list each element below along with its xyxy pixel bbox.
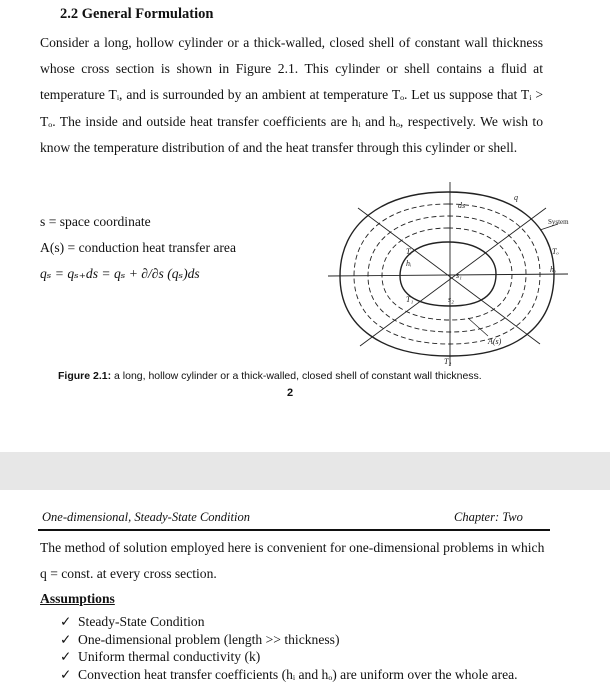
ti-label: Tᵢ: [406, 247, 412, 256]
definition-s: s = space coordinate: [40, 214, 151, 229]
check-icon: ✓: [60, 614, 72, 629]
figure-caption: [58, 370, 482, 382]
method-paragraph: The method of solution employed here is convenient for one-dimensional problems in which q = const. at every cross section.: [40, 540, 545, 581]
t1-label: T₁: [406, 295, 414, 304]
page-2: [0, 490, 610, 700]
q-label: q: [514, 193, 518, 202]
definition-area: A(s) = conduction heat transfer area: [40, 240, 237, 255]
definition-heat-flow: qₛ = qₛ₊ds = qₛ + ∂/∂s (qₛ)ds: [40, 266, 200, 281]
system-label: System: [548, 218, 569, 226]
list-item: ✓ Convection heat transfer coefficients (hᵢ and hₒ) are uniform over the whole area.: [60, 666, 518, 682]
assumptions-heading: Assumptions: [40, 591, 115, 606]
running-header-chapter: Chapter: Two: [454, 510, 523, 524]
page-number: 2: [287, 387, 294, 399]
to-label: Tₒ: [552, 247, 559, 256]
s1-label: s₁: [456, 271, 462, 280]
figure-cross-section: [318, 178, 578, 370]
area-label: A(s): [488, 337, 502, 346]
check-icon: ✓: [60, 649, 72, 664]
ho-label: hₒ: [550, 265, 557, 274]
heat-flow-line: [360, 208, 546, 346]
area-pointer: [468, 318, 488, 336]
header-rule: [38, 529, 550, 531]
assumptions-list: [60, 613, 550, 683]
list-item: ✓ One-dimensional problem (length >> thickness): [60, 631, 340, 647]
intro-paragraph: Consider a long, hollow cylinder or a thick-walled, closed shell of constant wall thickness whose cross section is shown in Figure 2.1. This cylinder or shell contains a fluid at temperature Tᵢ, and is surrounded by an ambient at temperature Tₒ. Let us suppose that Tᵢ > Tₒ. The inside and outside heat transfer coefficients are hᵢ and hₒ, respectively. We wish to know the temperature distribution of and the heat transfer through this cylinder or shell.: [40, 35, 543, 155]
ds-label: ds: [458, 201, 466, 210]
hi-label: hᵢ: [406, 259, 412, 268]
list-item: ✓ Steady-State Condition: [60, 614, 205, 629]
section-heading: 2.2 General Formulation: [60, 6, 214, 22]
running-header-title: One-dimensional, Steady-State Condition: [42, 510, 250, 524]
caption-text: a long, hollow cylinder or a thick-walled, closed shell of constant wall thickness.: [111, 370, 482, 382]
check-icon: ✓: [60, 666, 72, 682]
list-item: ✓ Uniform thermal conductivity (k): [60, 649, 261, 664]
check-icon: ✓: [60, 631, 72, 647]
s2-label: s₂: [448, 295, 454, 304]
page-separator: [0, 452, 610, 490]
t2-label: T₂: [444, 357, 452, 366]
caption-label: Figure 2.1:: [58, 370, 112, 382]
